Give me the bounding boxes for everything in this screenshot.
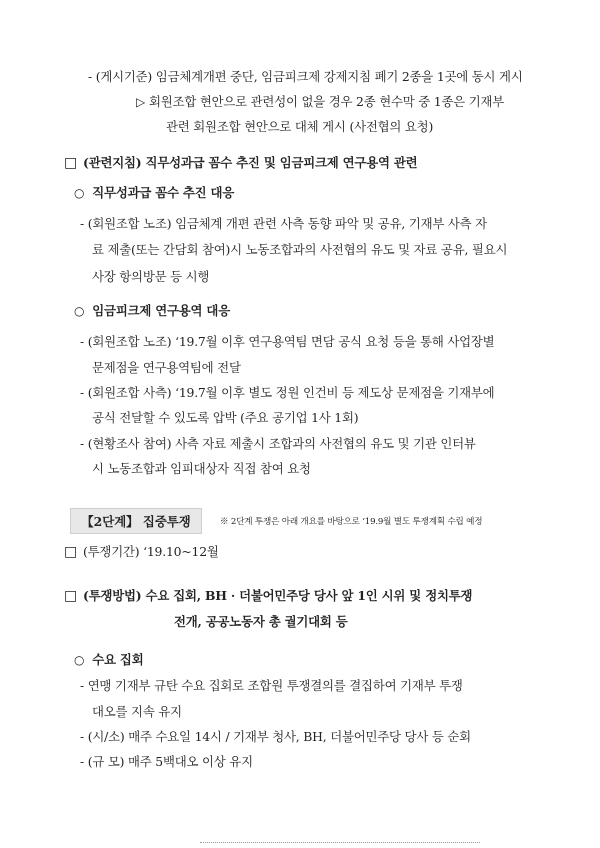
union-item-line: - (회원조합 노조) 임금체계 개편 관련 사측 동향 파악 및 공유, 기재부 사측 자 xyxy=(80,216,487,231)
triangle-icon: ▷ xyxy=(136,95,146,109)
subsection-text: 직무성과급 꼼수 추진 대응 xyxy=(92,185,235,200)
management-cont: 공식 전달할 수 있도록 압박 (주요 공기업 1사 1회) xyxy=(92,410,359,425)
rally-scale-line: - (규 모) 매주 5백대오 이상 유지 xyxy=(80,754,253,769)
rally-time-place-line: - (시/소) 매주 수요일 14시 / 기재부 청사, BH, 더불어민주당 당사 등 순회 xyxy=(80,729,471,744)
posting-alternative-cont: 관련 회원조합 현안으로 대체 게시 (사전협의 요청) xyxy=(166,119,434,134)
rally-cont: 대오를 지속 유지 xyxy=(92,704,182,719)
square-bullet-icon: □ xyxy=(64,155,78,171)
union-research-line: - (회원조합 노조) ‘19.7월 이후 연구용역팀 면담 공식 요청 등을 통해 사업장별 xyxy=(80,334,495,349)
struggle-period-text: (투쟁기간) ‘19.10~12월 xyxy=(83,544,219,559)
struggle-period-line xyxy=(64,544,219,560)
struggle-method-text: (투쟁방법) 수요 집회, BH · 더불어민주당 당사 앞 1인 시위 및 정치투쟁 xyxy=(83,588,473,603)
section-heading-text: (관련지침) 직무성과급 꼼수 추진 및 임금피크제 연구용역 관련 xyxy=(83,155,418,170)
subsection-wednesday-rally xyxy=(74,652,143,668)
survey-line: - (현황조사 참여) 사측 자료 제출시 조합과의 사전협의 유도 및 기관 인터뷰 xyxy=(80,436,476,451)
circle-bullet-icon: ○ xyxy=(74,186,85,200)
rally-line: - 연맹 기재부 규탄 수요 집회로 조합원 투쟁결의를 결집하여 기재부 투쟁 xyxy=(80,678,463,693)
posting-criteria-line: - (게시기준) 임금체계개편 중단, 임금피크제 강제지침 폐기 2종을 1곳에 동시 게시 xyxy=(88,69,523,84)
section-heading-guidelines xyxy=(64,155,417,171)
struggle-method-cont: 전개, 공공노동자 총 궐기대회 등 xyxy=(174,614,348,629)
survey-cont: 시 노동조합과 임피대상자 직접 참여 요청 xyxy=(92,461,311,476)
subsection-text: 수요 집회 xyxy=(92,652,144,667)
posting-alternative-text: 회원조합 현안으로 관련성이 없을 경우 2종 현수막 중 1종은 기재부 xyxy=(149,94,505,109)
stage-2-label: 【2단계】 집중투쟁 xyxy=(70,508,202,534)
union-item-cont-1: 료 제출(또는 간담회 참여)시 노동조합과의 사전협의 유도 및 자료 공유, 필요시 xyxy=(92,242,508,257)
circle-bullet-icon: ○ xyxy=(74,653,85,667)
square-bullet-icon: □ xyxy=(64,588,78,604)
union-item-cont-2: 사장 항의방문 등 시행 xyxy=(92,269,210,284)
management-line: - (회원조합 사측) ‘19.7월 이후 별도 정원 인건비 등 제도상 문제점을 기재부에 xyxy=(80,385,495,400)
union-research-cont: 문제점을 연구용역팀에 전달 xyxy=(92,360,241,375)
circle-bullet-icon: ○ xyxy=(74,304,85,318)
subsection-job-performance-pay xyxy=(74,185,234,201)
subsection-text: 임금피크제 연구용역 대응 xyxy=(92,303,230,318)
subsection-wage-peak-research xyxy=(74,303,230,319)
stage-2-note: ※ 2단계 투쟁은 아래 개요를 바탕으로 ‘19.9월 별도 투쟁계획 수립 예정 xyxy=(220,517,483,527)
cut-off-text-edge xyxy=(200,842,480,847)
square-bullet-icon: □ xyxy=(64,544,78,560)
posting-alternative-line xyxy=(136,94,504,110)
struggle-method-line xyxy=(64,588,472,604)
